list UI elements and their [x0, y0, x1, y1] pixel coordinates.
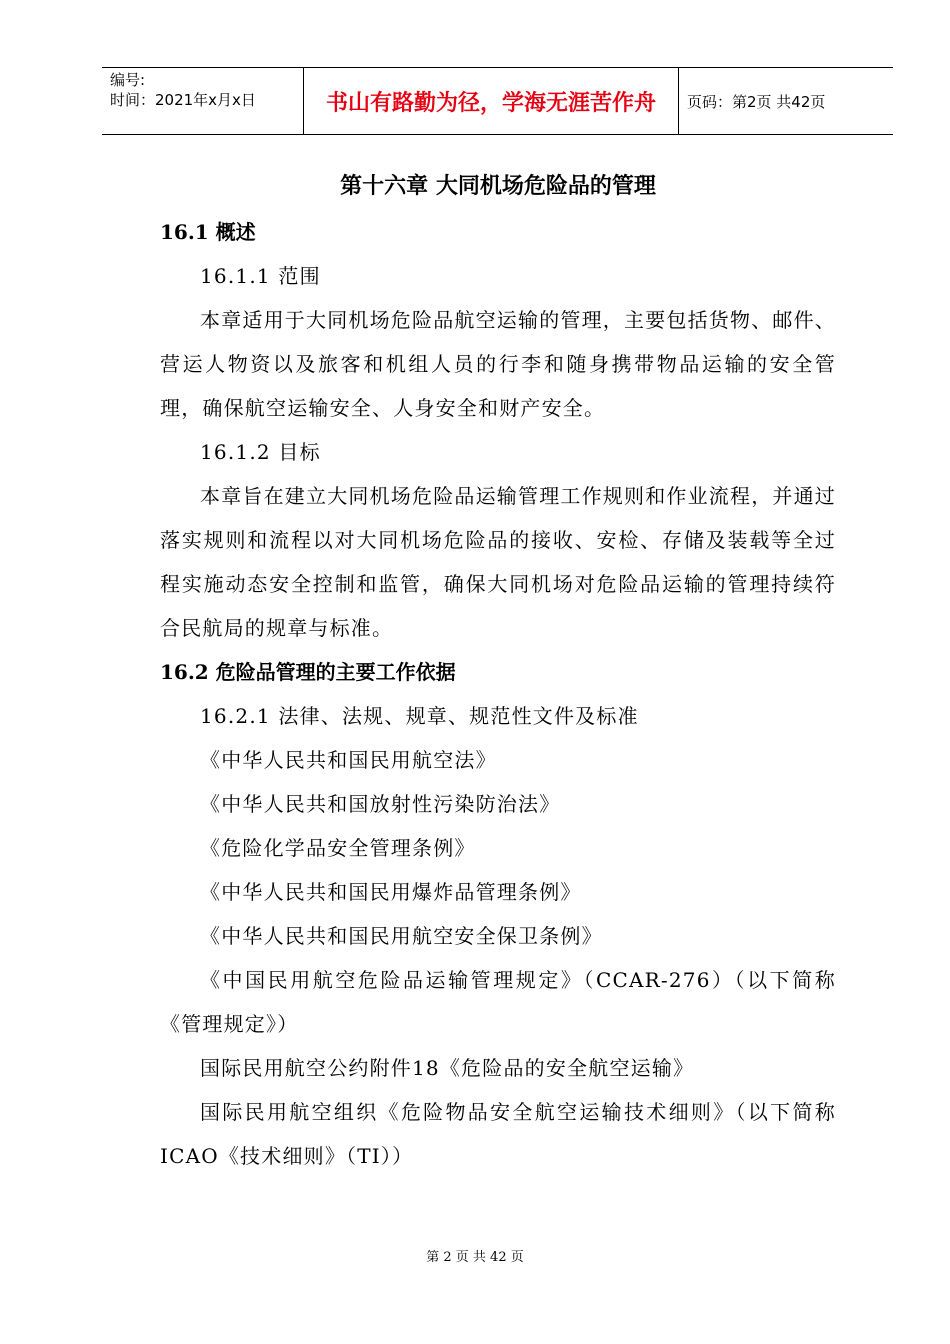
law-item: 《中华人民共和国民用航空安全保卫条例》 [200, 924, 603, 948]
law-item: 《中国民用航空危险品运输管理规定》（CCAR-276）（以下简称《管理规定》） [160, 968, 836, 1036]
law-item: 《中华人民共和国民用爆炸品管理条例》 [200, 880, 582, 904]
header-table [102, 67, 893, 135]
document-number-label: 编号: [110, 71, 146, 89]
section-heading-16-2: 16.2 危险品管理的主要工作依据 [160, 660, 456, 684]
law-item: 《中华人民共和国放射性污染防治法》 [200, 792, 561, 816]
law-item: 《危险化学品安全管理条例》 [200, 836, 476, 860]
law-item: 国际民用航空公约附件18《危险品的安全航空运输》 [200, 1056, 695, 1080]
document-time-label: 时间：2021年x月x日 [110, 91, 256, 109]
chapter-title: 第十六章 大同机场危险品的管理 [340, 173, 656, 199]
subsection-heading-16-1-2: 16.1.2 目标 [200, 440, 321, 464]
subsection-heading-16-2-1: 16.2.1 法律、法规、规章、规范性文件及标准 [200, 704, 639, 728]
page-footer: 第 2 页 共 42 页 [426, 1250, 524, 1265]
document-body [160, 162, 836, 1178]
header-meta [102, 68, 304, 134]
header-page-number: 页码：第2页 共42页 [687, 92, 826, 111]
header-motto: 书山有路勤为径，学海无涯苦作舟 [304, 68, 679, 134]
law-item: 《中华人民共和国民用航空法》 [200, 748, 497, 772]
paragraph-scope: 本章适用于大同机场危险品航空运输的管理，主要包括货物、邮件、营运人物资以及旅客和机组人员的行李和随身携带物品运输的安全管理，确保航空运输安全、人身安全和财产安全。 [160, 308, 836, 420]
paragraph-goal: 本章旨在建立大同机场危险品运输管理工作规则和作业流程，并通过落实规则和流程以对大同机场危险品的接收、安检、存储及装载等全过程实施动态安全控制和监管，确保大同机场对危险品运输的管理持续符合民航局的规章与标准。 [160, 484, 836, 640]
subsection-heading-16-1-1: 16.1.1 范围 [200, 264, 321, 288]
law-item: 国际民用航空组织《危险物品安全航空运输技术细则》（以下简称ICAO《技术细则》（TI）） [160, 1100, 836, 1168]
section-heading-16-1: 16.1 概述 [160, 220, 256, 244]
